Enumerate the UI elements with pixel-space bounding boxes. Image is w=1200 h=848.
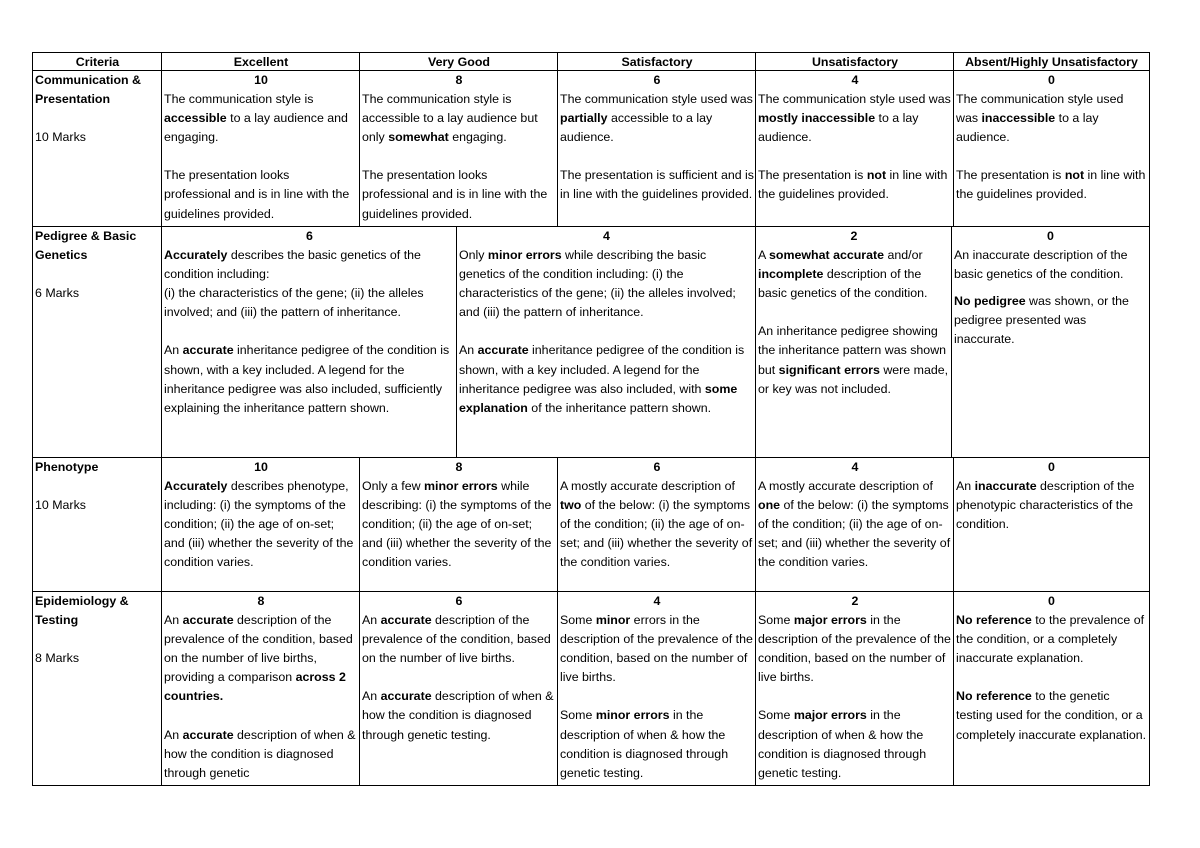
score: 10	[254, 460, 268, 474]
descriptor: Accurately describes the basic genetics of the condition including:	[164, 248, 421, 282]
criteria-marks: 10 Marks	[35, 130, 86, 145]
score: 4	[603, 229, 610, 243]
descriptor: Only a few minor errors while describing: (i) the symptoms of the condition; (ii) the age of on-set; and (iii) whether the severity of the condition varies.	[362, 479, 552, 570]
descriptor: An accurate inheritance pedigree of the condition is shown, with a key included. A legend for the inheritance pedigree was also included, with some explanation of the inheritance pattern shown.	[459, 343, 745, 415]
criteria-marks: 8 Marks	[35, 651, 80, 666]
descriptor: An inheritance pedigree showing the inheritance pattern was shown but significant errors were made, or key was not included.	[758, 324, 949, 396]
cell-satisfactory	[557, 458, 755, 591]
row-communication	[32, 71, 1150, 227]
row-epidemiology	[32, 592, 1150, 786]
criteria-marks: 10 Marks	[35, 498, 86, 513]
descriptor: The communication style is accessible to a lay audience but only somewhat engaging.	[362, 92, 538, 145]
cell-absent	[953, 458, 1148, 591]
score: 4	[653, 594, 661, 608]
score: 6	[306, 229, 313, 243]
descriptor: The presentation is sufficient and is in line with the guidelines provided.	[560, 168, 755, 202]
cell-very-good	[359, 592, 557, 785]
descriptor: A somewhat accurate and/or incomplete description of the basic genetics of the condition.	[758, 248, 928, 301]
header-row	[32, 52, 1150, 71]
descriptor: An accurate description of when & how the condition is diagnosed through genetic testing.	[362, 689, 554, 742]
cell-very-good	[359, 458, 557, 591]
descriptor: The communication style used was mostly inaccessible to a lay audience.	[758, 92, 951, 145]
score: 2	[851, 594, 859, 608]
descriptor: The communication style used was inaccessible to a lay audience.	[956, 92, 1124, 145]
descriptor: The communication style is accessible to a lay audience and engaging.	[164, 92, 348, 145]
score: 0	[1047, 229, 1054, 243]
descriptor: A mostly accurate description of two of the below: (i) the symptoms of the condition; (ii) the age of on-set; and (iii) whether the severity of the condition varies.	[560, 479, 753, 570]
cell-satisfactory	[557, 592, 755, 785]
descriptor: The communication style used was partially accessible to a lay audience.	[560, 92, 753, 145]
cell-absent	[953, 592, 1148, 785]
header-unsatisfactory: Unsatisfactory	[755, 53, 953, 70]
descriptor: No reference to the genetic testing used for the condition, or a completely inaccurate explanation.	[956, 689, 1147, 742]
score: 8	[257, 594, 265, 608]
descriptor: The presentation looks professional and is in line with the guidelines provided.	[164, 168, 350, 221]
descriptor: Some major errors in the description of when & how the condition is diagnosed through genetic testing.	[758, 708, 927, 780]
descriptor: The presentation is not in line with the guidelines provided.	[758, 168, 948, 202]
criteria-cell	[33, 592, 161, 785]
descriptor: An accurate description of when & how the condition is diagnosed through genetic	[164, 727, 356, 780]
criteria-cell	[33, 71, 161, 226]
cell-satisfactory	[557, 71, 755, 226]
descriptor: Accurately describes phenotype, including: (i) the symptoms of the condition; (ii) the age of on-set; and (iii) whether the severity of the condition varies.	[164, 479, 354, 570]
cell-absent	[951, 227, 1148, 457]
cell-excellent	[161, 458, 359, 591]
score: 4	[851, 460, 859, 474]
cell-very-good	[456, 227, 755, 457]
score: 10	[254, 73, 268, 87]
cell-excellent	[161, 71, 359, 226]
descriptor: An accurate inheritance pedigree of the condition is shown, with a key included. A legend for the inheritance pedigree was also included, sufficiently explaining the inheritance pattern shown.	[164, 343, 450, 415]
descriptor: No reference to the prevalence of the condition, or a completely inaccurate explanation.	[956, 613, 1145, 666]
descriptor: (i) the characteristics of the gene; (ii) the alleles involved; and (iii) the pattern of inheritance.	[164, 286, 424, 320]
header-absent: Absent/Highly Unsatisfactory	[953, 53, 1148, 70]
cell-unsatisfactory	[755, 227, 951, 457]
cell-excellent	[161, 592, 359, 785]
descriptor: The presentation looks professional and is in line with the guidelines provided.	[362, 168, 548, 221]
header-excellent: Excellent	[161, 53, 359, 70]
rubric-table	[32, 52, 1150, 786]
descriptor: Only minor errors while describing the basic genetics of the condition including: (i) the characteristics of the gene; (ii) the alleles involved; and (iii) the pattern of inheritance.	[459, 248, 736, 320]
score: 0	[1048, 594, 1055, 608]
cell-unsatisfactory	[755, 71, 953, 226]
descriptor: No pedigree was shown, or the pedigree presented was inaccurate.	[954, 294, 1129, 347]
descriptor: Some major errors in the description of the prevalence of the condition, based on the number of live births.	[758, 613, 951, 685]
header-criteria: Criteria	[75, 55, 120, 69]
descriptor: Some minor errors in the description of the prevalence of the condition, based on the number of live births.	[560, 613, 753, 685]
score: 0	[1048, 460, 1055, 474]
cell-excellent	[161, 227, 456, 457]
descriptor: An inaccurate description of the basic genetics of the condition.	[954, 248, 1128, 282]
criteria-cell	[33, 227, 161, 457]
descriptor: An inaccurate description of the phenotypic characteristics of the condition.	[956, 479, 1135, 532]
score: 8	[455, 73, 463, 87]
score: 6	[653, 460, 661, 474]
descriptor: An accurate description of the prevalence of the condition, based on the number of live births, providing a comparison across 2 countries.	[164, 613, 353, 704]
criteria-marks: 6 Marks	[35, 286, 80, 301]
score: 2	[850, 229, 858, 243]
header-very-good: Very Good	[359, 53, 557, 70]
criteria-title: Epidemiology & Testing	[35, 594, 129, 628]
score: 6	[455, 594, 463, 608]
cell-absent	[953, 71, 1148, 226]
header-satisfactory: Satisfactory	[557, 53, 755, 70]
score: 8	[455, 460, 463, 474]
descriptor: Some minor errors in the description of when & how the condition is diagnosed through genetic testing.	[560, 708, 729, 780]
cell-unsatisfactory	[755, 592, 953, 785]
score: 4	[851, 73, 859, 87]
cell-unsatisfactory	[755, 458, 953, 591]
criteria-title: Phenotype	[35, 460, 99, 474]
row-phenotype	[32, 458, 1150, 592]
criteria-title: Pedigree & Basic Genetics	[35, 229, 137, 263]
criteria-title: Communication & Presentation	[35, 73, 142, 107]
criteria-cell	[33, 458, 161, 591]
row-pedigree	[32, 227, 1150, 458]
descriptor: The presentation is not in line with the guidelines provided.	[956, 168, 1146, 202]
cell-very-good	[359, 71, 557, 226]
descriptor: A mostly accurate description of one of the below: (i) the symptoms of the condition; (ii) the age of on-set; and (iii) whether the severity of the condition varies.	[758, 479, 951, 570]
score: 0	[1048, 73, 1055, 87]
descriptor: An accurate description of the prevalence of the condition, based on the number of live births.	[362, 613, 551, 666]
score: 6	[653, 73, 661, 87]
